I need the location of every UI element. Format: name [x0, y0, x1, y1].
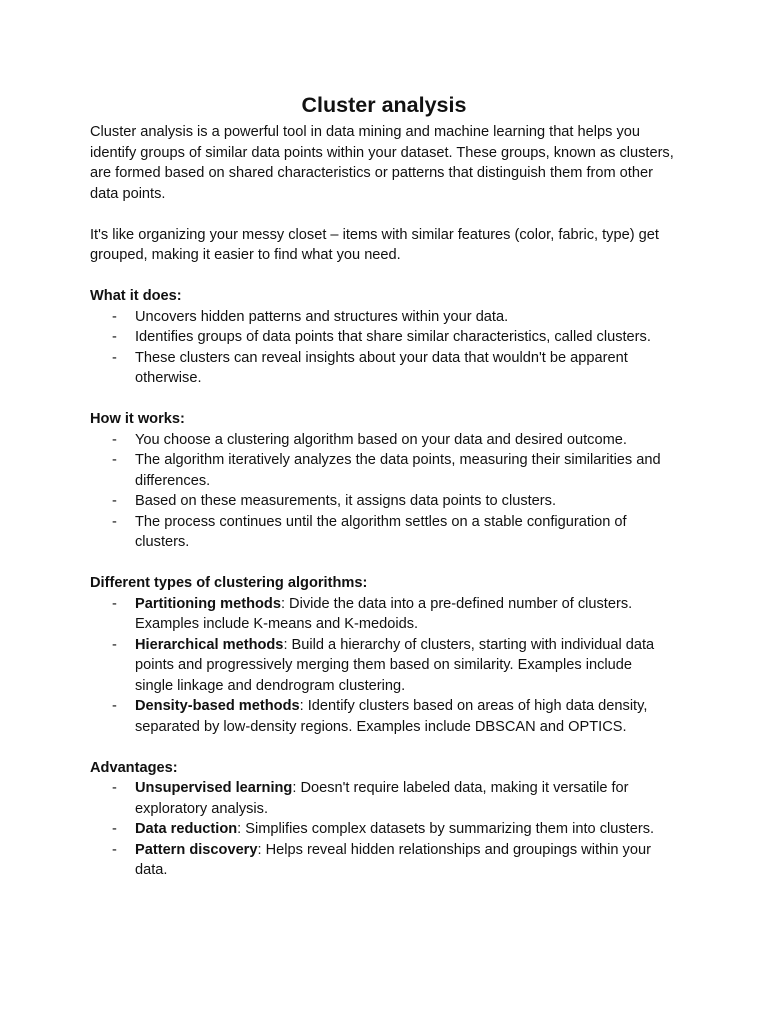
list-item-text: : Build a hierarchy of clusters, starting with individual data points and progressively merging them based on similarity. Examples include single linkage and dendrogram clustering. — [135, 636, 655, 694]
list-item-text: : Identify clusters based on areas of high data density, separated by low-density regions. Examples include DBSCAN and OPTICS. — [135, 698, 648, 735]
list-item-text: : Helps reveal hidden relationships and groupings within your data. — [135, 841, 651, 878]
list-item-term: Partitioning methods — [135, 595, 281, 612]
bullet-dash: - — [112, 698, 117, 714]
list-item-text: The algorithm iteratively analyzes the data points, measuring their similarities and differences. — [135, 452, 661, 489]
list-item-text: : Doesn't require labeled data, making it versatile for exploratory analysis. — [135, 780, 629, 817]
document-title: Cluster analysis — [301, 93, 467, 117]
bullet-dash: - — [112, 636, 117, 653]
list-item — [90, 430, 678, 451]
list-item-text: Identifies groups of data points that share similar characteristics, called clusters. — [135, 329, 651, 345]
bullet-dash: - — [112, 513, 117, 530]
what-it-does-heading: What it does: — [90, 288, 182, 304]
algorithm-types-heading: Different types of clustering algorithms: — [90, 575, 368, 591]
list-item-text: These clusters can reveal insights about your data that wouldn't be apparent otherwise. — [135, 349, 628, 386]
list-item-term: Density-based methods — [135, 698, 300, 714]
how-it-works-heading: How it works: — [90, 411, 185, 427]
bullet-dash: - — [112, 329, 117, 345]
advantages-heading: Advantages: — [90, 759, 178, 776]
list-item — [90, 778, 678, 819]
bullet-dash: - — [112, 841, 117, 858]
analogy-paragraph: It's like organizing your messy closet – items with similar features (color, fabric, type) get grouped, making it easier to find what you need. — [90, 226, 659, 263]
list-item — [90, 819, 678, 840]
list-item-text: You choose a clustering algorithm based on your data and desired outcome. — [135, 431, 627, 448]
bullet-dash: - — [112, 595, 117, 612]
list-item-text: : Simplifies complex datasets by summarizing them into clusters. — [237, 821, 655, 837]
list-item-text: : Divide the data into a pre-defined number of clusters. Examples include K-means and K-medoids. — [135, 595, 633, 632]
bullet-dash: - — [112, 431, 117, 448]
list-item-term: Unsupervised learning — [135, 780, 293, 796]
algorithm-types-list — [90, 594, 678, 738]
list-item — [90, 348, 678, 389]
bullet-dash: - — [112, 821, 117, 837]
list-item — [90, 594, 678, 635]
intro-paragraph: Cluster analysis is a powerful tool in data mining and machine learning that helps you identify groups of similar data points within your dataset. These groups, known as clusters, are formed based on shared characteristics or patterns that distinguish them from other data points. — [90, 124, 674, 202]
what-it-does-list — [90, 307, 678, 389]
list-item-term: Hierarchical methods — [135, 636, 284, 653]
list-item-term: Pattern discovery — [135, 841, 258, 858]
list-item-text: Uncovers hidden patterns and structures within your data. — [135, 308, 509, 325]
list-item — [90, 327, 678, 348]
list-item — [90, 307, 678, 328]
bullet-dash: - — [112, 349, 117, 366]
how-it-works-list — [90, 430, 678, 553]
list-item-term: Data reduction — [135, 821, 238, 837]
list-item-text: Based on these measurements, it assigns data points to clusters. — [135, 493, 557, 509]
bullet-dash: - — [112, 780, 117, 796]
list-item — [90, 840, 678, 881]
bullet-dash: - — [112, 493, 117, 509]
bullet-dash: - — [112, 452, 117, 468]
list-item — [90, 696, 678, 737]
list-item — [90, 512, 678, 553]
advantages-list — [90, 778, 678, 881]
bullet-dash: - — [112, 308, 117, 325]
list-item — [90, 491, 678, 512]
list-item-text: The process continues until the algorithm settles on a stable configuration of clusters. — [135, 513, 627, 550]
list-item — [90, 635, 678, 697]
list-item — [90, 450, 678, 491]
